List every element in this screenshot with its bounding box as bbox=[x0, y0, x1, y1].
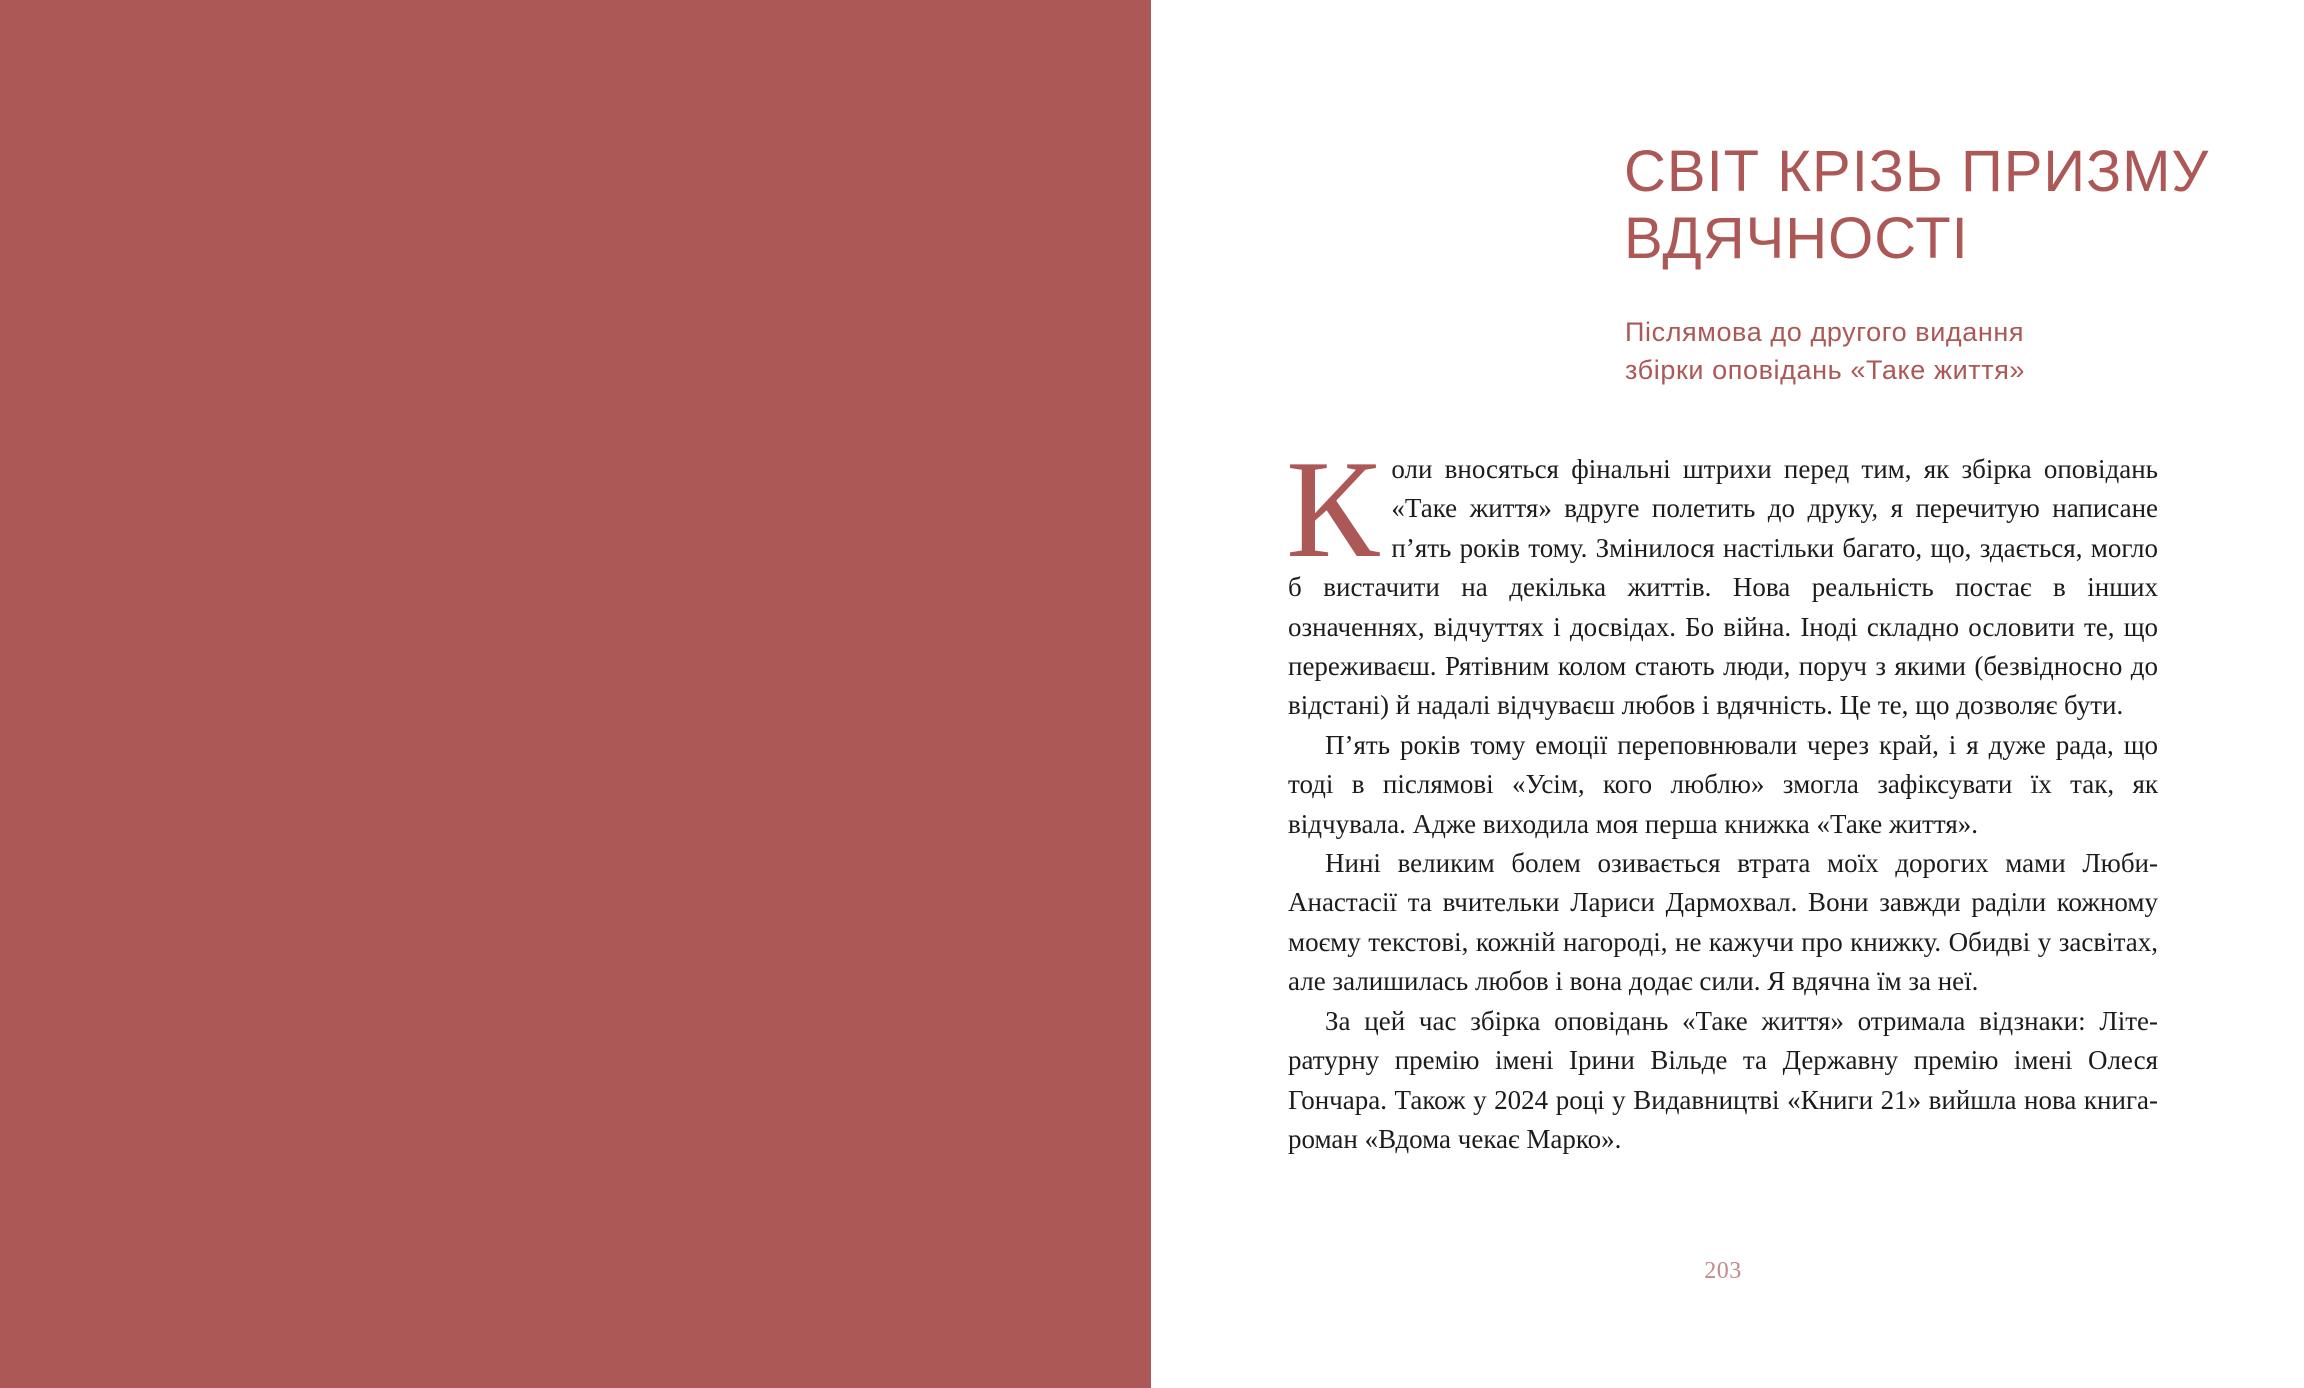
subtitle-line-1: Післямова до другого видання bbox=[1625, 317, 2025, 347]
chapter-subtitle bbox=[1625, 313, 2245, 389]
paragraph-2: П’ять років тому емоції переповнювали через край, і я дуже рада, що тоді в післямові «Усім, кого люблю» змогла зафіксувати їх так, як відчувала. Адже виходила моя перша книжка «Таке життя». bbox=[1288, 729, 2158, 839]
paragraph-3: Нині великим болем озивається втрата моїх дорогих мами Люби-Анастасії та вчительки Лариси Дармохвал. Вони завжди раділи кожному моєму текстові, кожній нагороді, не кажучи про книжку. Обидві у засвітах, але залишилась любов і вона додає сили. Я вдячна їм за неї. bbox=[1288, 848, 2158, 997]
paragraph-1 bbox=[1286, 432, 2158, 726]
left-page-color-block bbox=[0, 0, 1151, 1388]
body-text bbox=[1286, 432, 2158, 1159]
page-number: 203 bbox=[1704, 1258, 1742, 1284]
subtitle-line-2: збірки оповідань «Таке життя» bbox=[1625, 355, 2026, 385]
drop-cap: К bbox=[1286, 432, 1380, 587]
paragraph-4: За цей час збірка оповідань «Таке життя» отримала відзнаки: Літературну премію імені Ірини Вільде та Державну премію імені Олеся Гончара. Також у 2024 році у Видавництві «Книги 21» вийшла нова книга-роман «Вдома чекає Марко». bbox=[1288, 1005, 2158, 1154]
paragraph-1-text: оли вносяться фінальні штрихи перед тим, як збірка оповідань «Таке життя» вдруге полетить до друку, я перечитую написане п’ять років тому. Змінилося настільки багато, що, здається, могло б вистачити на декілька життів. Нова реальність постає в інших означеннях, відчуттях і досвідах. Бо війна. Іноді складно ословити те, що переживаєш. Рятівним колом стають люди, поруч з якими (безвідносно до відстані) й надалі відчуваєш любов і вдячність. Це те, що дозволяє бути. bbox=[1288, 454, 2158, 721]
right-page bbox=[1151, 0, 2304, 1388]
chapter-title: СВІТ КРІЗЬ ПРИЗМУ ВДЯЧНОСТІ bbox=[1624, 139, 2210, 271]
